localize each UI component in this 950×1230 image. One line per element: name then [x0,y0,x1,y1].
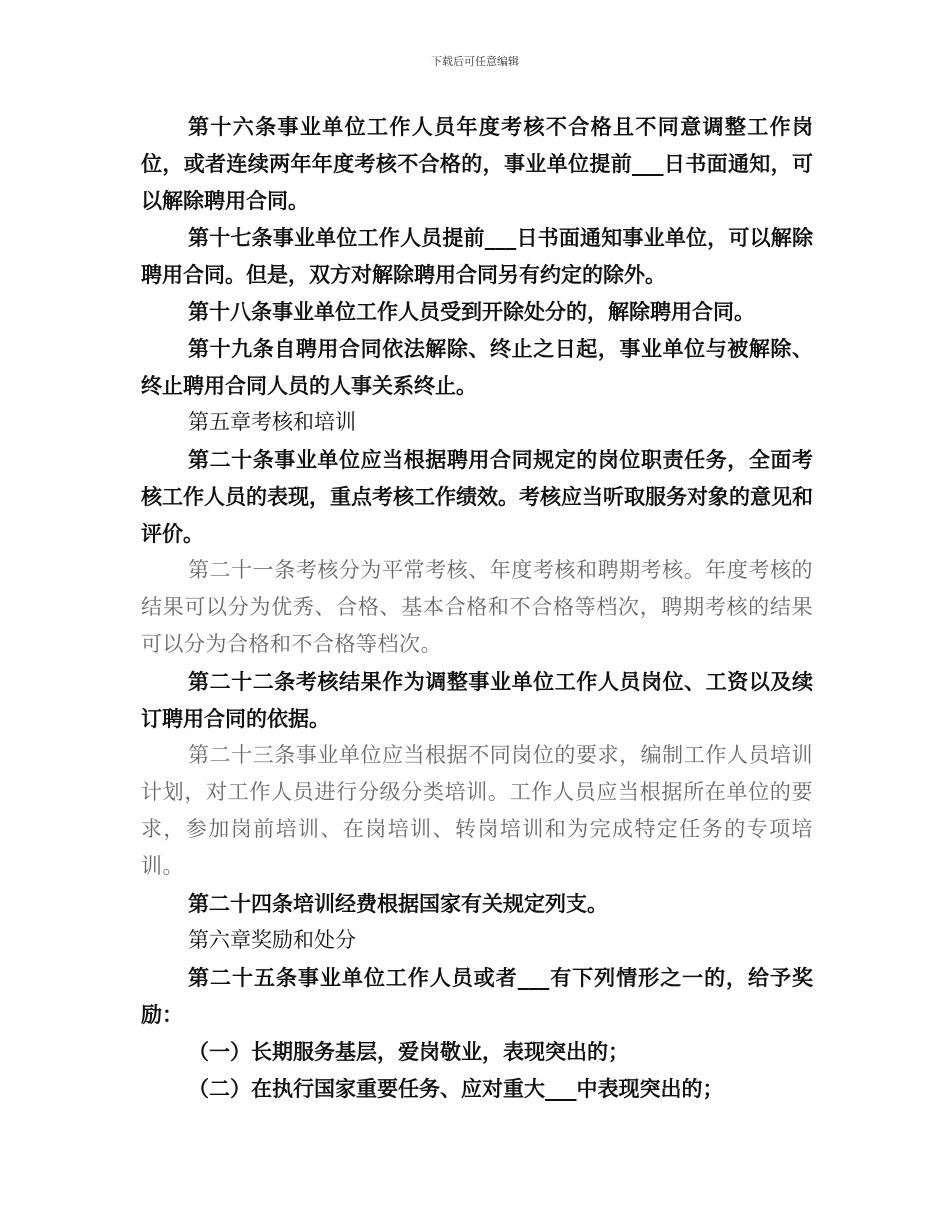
chapter-5-heading: 第五章考核和培训 [188,410,356,434]
article-18: 第十八条事业单位工作人员受到开除处分的，解除聘用合同。 [188,299,755,324]
article-20: 第二十条事业单位应当根据聘用合同规定的岗位职责任务，全面考核工作人员的表现，重点考核工作绩效。考核应当听取服务对象的意见和评价。 [141,447,813,546]
article-17: 第十七条事业单位工作人员提前___日书面通知事业单位，可以解除聘用合同。但是，双方对解除聘用合同另有约定的除外。 [141,225,813,287]
article-25-item-1: （一）长期服务基层，爱岗敬业，表现突出的； [188,1039,629,1064]
article-25: 第二十五条事业单位工作人员或者___有下列情形之一的，给予奖励： [141,965,813,1027]
article-25-item-2: （二）在执行国家重要任务、应对重大___中表现突出的； [188,1076,724,1101]
document-body [141,108,813,1107]
chapter-6-heading: 第六章奖励和处分 [188,928,356,952]
page-header: 下载后可任意编辑 [431,55,519,68]
article-21: 第二十一条考核分为平常考核、年度考核和聘期考核。年度考核的结果可以分为优秀、合格、基本合格和不合格等档次，聘期考核的结果可以分为合格和不合格等档次。 [141,558,813,656]
article-23: 第二十三条事业单位应当根据不同岗位的要求，编制工作人员培训计划，对工作人员进行分级分类培训。工作人员应当根据所在单位的要求，参加岗前培训、在岗培训、转岗培训和为完成特定任务的专项培训。 [141,743,813,878]
article-16: 第十六条事业单位工作人员年度考核不合格且不同意调整工作岗位，或者连续两年年度考核不合格的，事业单位提前___日书面通知，可以解除聘用合同。 [141,114,813,213]
article-19: 第十九条自聘用合同依法解除、终止之日起，事业单位与被解除、终止聘用合同人员的人事关系终止。 [141,336,813,398]
article-22: 第二十二条考核结果作为调整事业单位工作人员岗位、工资以及续订聘用合同的依据。 [141,669,813,731]
article-24: 第二十四条培训经费根据国家有关规定列支。 [188,891,608,916]
